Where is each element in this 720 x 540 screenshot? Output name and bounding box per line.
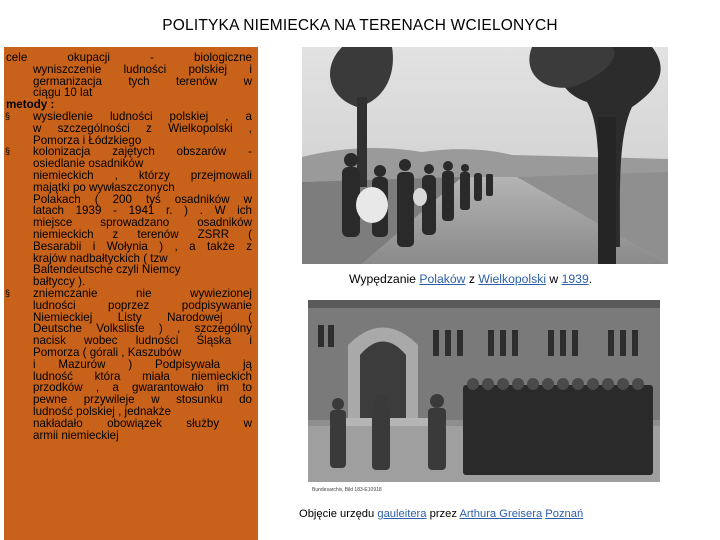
text-line: Polakach ( 200 tyś osadników w xyxy=(33,192,252,206)
text-line: armii niemieckiej xyxy=(33,428,119,442)
text-line: ludność polskiej , jednakże xyxy=(33,404,171,418)
text-line: Baltendeutsche czyli Niemcy xyxy=(33,263,181,277)
text-line: zniemczanie nie wywiezionej xyxy=(33,286,252,300)
inauguration-photo xyxy=(308,300,660,496)
photo1-caption xyxy=(349,272,592,286)
text-line: cele okupacji - biologiczne xyxy=(6,51,252,64)
bullet-icon: § xyxy=(5,110,11,121)
text-line: miejsce sprowadzano osadników xyxy=(33,216,252,230)
link-1939[interactable]: 1939 xyxy=(561,272,589,286)
text-line: Niemieckiej Listy Narodowej ( xyxy=(33,310,252,324)
text-line: ludność która miała niemieckich xyxy=(33,369,252,383)
archive-stamp: Bundesarchiv, Bild 183-E10918 xyxy=(312,487,382,493)
text-line: i Mazurów ) Podpisywała ją xyxy=(33,357,252,371)
text-line: osiedlanie osadników xyxy=(33,157,144,171)
text-line: ciągu 10 lat xyxy=(33,86,93,100)
text-line: przodków , a gwarantowało im to xyxy=(33,381,252,395)
text-line: majątki po wywłaszczonych xyxy=(33,180,175,194)
text-line: niemieckich , którzy przejmowali xyxy=(33,168,252,182)
text-line: w szczególności z Wielkopolski , xyxy=(33,121,252,135)
bullet-item xyxy=(6,111,252,123)
bullet-item xyxy=(6,146,252,158)
text-line: Pomorza i Łódzkiego xyxy=(33,133,142,147)
caption-text: przez xyxy=(426,508,460,520)
link-arthura-greisera[interactable]: Arthura Greisera xyxy=(459,508,543,520)
text-panel-content xyxy=(6,52,252,441)
link-wielkopolski[interactable]: Wielkopolski xyxy=(478,272,547,286)
caption-text: . xyxy=(588,272,593,286)
text-line: Pomorza ( górali , Kaszubów xyxy=(33,345,182,359)
deportation-photo xyxy=(302,47,668,264)
photo2-caption xyxy=(299,508,583,520)
link-gauleitera[interactable]: gauleitera xyxy=(377,508,427,520)
caption-text: w xyxy=(546,272,562,286)
text-line: wysiedlenie ludności polskiej , a xyxy=(33,109,252,123)
text-line: latach 1939 - 1941 r. ) . W ich xyxy=(33,204,252,218)
text-line: krajów nadbałtyckich ( tzw xyxy=(33,251,168,265)
text-line: Deutsche Volksliste ) , szczególny xyxy=(33,322,252,336)
bullet-item xyxy=(6,288,252,300)
text-line: wyniszczenie ludności polskiej i xyxy=(33,62,252,76)
caption-text: Objęcie urzędu xyxy=(299,508,378,520)
text-line: metody : xyxy=(6,98,55,112)
bullet-icon: § xyxy=(5,146,11,157)
text-line: nakładało obowiązek służby w xyxy=(33,416,252,430)
text-line: pewne przywileje w stosunku do xyxy=(33,393,252,407)
text-line: kolonizacja zajętych obszarów - xyxy=(33,145,252,159)
slide-title: POLITYKA NIEMIECKA NA TERENACH WCIELONYCH xyxy=(162,17,558,34)
bullet-icon: § xyxy=(5,287,11,298)
text-line: bałtyccy ). xyxy=(33,275,86,289)
caption-text: Wypędzanie xyxy=(349,272,420,286)
link-poznan[interactable]: Poznań xyxy=(545,508,584,520)
text-line: germanizacja tych terenów w xyxy=(33,74,252,88)
link-polakow[interactable]: Polaków xyxy=(419,272,466,286)
text-line: Besarabii i Wołynia ) , a także z xyxy=(33,239,252,253)
caption-text: z xyxy=(465,272,479,286)
text-line: ludności poprzez podpisywanie xyxy=(33,298,252,312)
text-line: niemieckich z terenów ZSRR ( xyxy=(33,227,252,241)
text-line: nacisk wobec ludności Śląska i xyxy=(33,334,252,348)
